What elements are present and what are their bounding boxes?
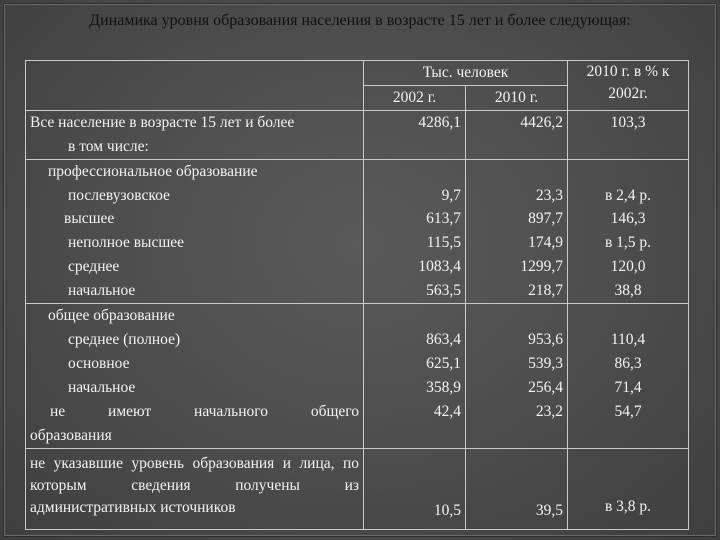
label-general: общее образование [48,307,175,325]
cell-not-indicated-2002: 10,5 [364,448,466,529]
value-postgrad-2002: 9,7 [441,186,461,204]
value-secondary-full-2010: 953,6 [528,330,564,348]
cell-general-pct [568,304,689,448]
label-including: в том числе: [68,137,149,155]
cell-professional-pct [568,159,689,303]
spacer [572,304,684,328]
row-label-not-indicated [26,448,364,529]
label-secondary-full: среднее (полное) [68,330,181,348]
value-incomplete-higher-2002: 115,5 [426,234,461,252]
header-empty-cell [26,61,364,111]
cell-general-2002 [364,304,466,448]
value-secondary-pct: 120,0 [610,258,646,276]
value-higher-pct: 146,3 [610,210,646,228]
value-basic-2010: 539,3 [528,354,564,372]
value-basic-2002: 625,1 [426,354,461,372]
label-no-primary-line2: образования [30,426,112,444]
table-row-general [26,304,689,448]
header-row-1 [26,61,689,86]
value-secondary-2010: 1299,7 [520,258,564,276]
cell-total-pct: 103,3 [568,110,689,159]
value-higher-2002: 613,7 [426,210,461,228]
header-thousand-people: Тыс. человек [364,61,568,86]
value-primary-2002: 563,5 [426,282,461,300]
label-general-primary: начальное [68,378,136,396]
value-general-primary-2002: 358,9 [426,378,461,396]
value-secondary-full-pct: 110,4 [610,330,646,348]
label-higher: высшее [64,210,115,228]
value-no-primary-2010: 23,2 [535,402,564,420]
table-row-total [26,110,689,159]
cell-not-indicated-pct: в 3,8 р. [568,448,689,529]
value-no-primary-pct: 54,7 [614,402,642,420]
value-primary-pct: 38,8 [614,282,642,300]
value-incomplete-higher-2010: 174,9 [528,234,564,252]
row-label-total [26,110,364,159]
header-year-2010: 2010 г. [466,85,568,110]
spacer [368,160,461,184]
cell-not-indicated-2010: 39,5 [466,448,568,529]
label-incomplete-higher: неполное высшее [68,234,185,252]
header-year-2002: 2002 г. [364,85,466,110]
cell-total-2010: 4426,2 [466,110,568,159]
value-secondary-2002: 1083,4 [418,258,461,276]
row-label-professional [26,159,364,303]
cell-total-2002: 4286,1 [364,110,466,159]
label-postgrad: послевузовское [68,186,170,204]
header-pct-2010-vs-2002: 2010 г. в % к 2002г. [568,61,689,111]
value-higher-2010: 897,7 [528,210,564,228]
spacer [368,304,461,328]
cell-professional-2002 [364,159,466,303]
spacer [470,160,563,184]
table-row-professional [26,159,689,303]
label-total-population: Все население в возрасте 15 лет и более [30,113,295,131]
spacer [572,160,684,184]
spacer [470,304,563,328]
label-not-indicated: не указавшие уровень образования и лица, по которым сведения получены из административных источников [30,454,359,516]
value-no-primary-2002: 42,4 [433,402,461,420]
value-primary-2010: 218,7 [528,282,564,300]
slide-title: Динамика уровня образования населения в возрасте 15 лет и более следующая: [89,12,631,29]
value-general-primary-pct: 71,4 [614,378,642,396]
label-basic: основное [68,354,130,372]
value-basic-pct: 86,3 [614,354,642,372]
cell-general-2010 [466,304,568,448]
label-primary: начальное [68,282,136,300]
row-label-general [26,304,364,448]
cell-professional-2010 [466,159,568,303]
label-professional: профессиональное образование [48,162,258,180]
value-incomplete-higher-pct: в 1,5 р. [604,234,652,252]
value-postgrad-pct: в 2,4 р. [604,186,652,204]
label-secondary: среднее [68,258,120,276]
value-general-primary-2010: 256,4 [528,378,564,396]
label-no-primary-line1: не имеют начального общего [50,402,359,420]
education-table [25,60,689,530]
table-row-not-indicated [26,448,689,529]
value-secondary-full-2002: 863,4 [426,330,461,348]
value-postgrad-2010: 23,3 [535,186,564,204]
